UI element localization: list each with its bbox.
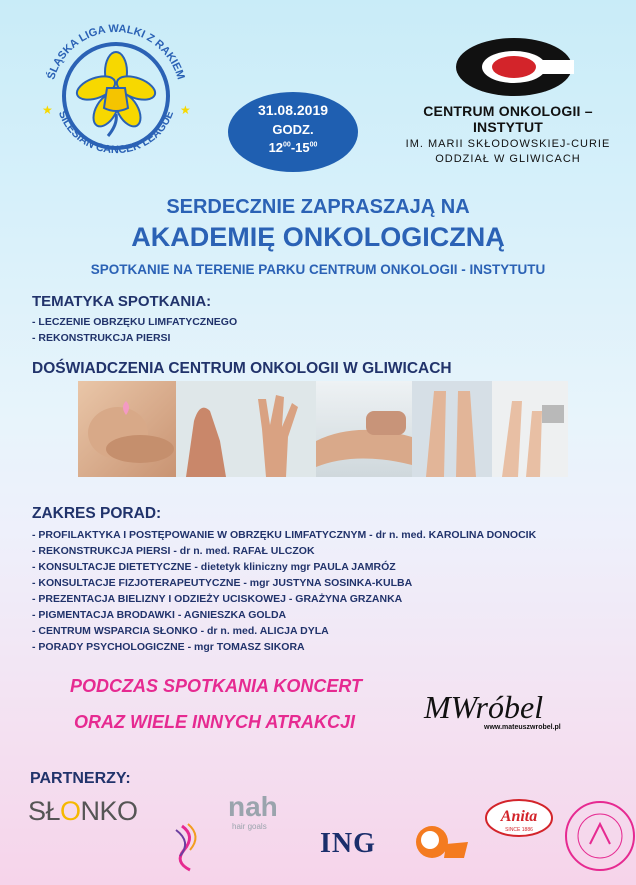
advice-title: ZAKRES PORAD: [32,505,162,522]
svg-text:hair goals: hair goals [232,822,267,831]
mwrobel-logo [420,680,570,740]
topic-item: - LECZENIE OBRZĘKU LIMFATYCZNEGO [32,316,238,328]
advice-item: - PROFILAKTYKA I POSTĘPOWANIE W OBRZĘKU LIMFATYCZNYM - dr n. med. KAROLINA DONOCIK [32,529,537,541]
artist-url: www.mateuszwrobel.pl [484,724,561,731]
anita-logo [484,798,554,838]
topic-item: - REKONSTRUKCJA PIERSI [32,332,171,344]
institute-name: CENTRUM ONKOLOGII – INSTYTUT [423,103,593,135]
bandage-photo [492,381,568,477]
time-label: GODZ. [272,122,314,137]
attractions-line: ORAZ WIELE INNYCH ATRAKCJI [74,712,355,732]
ing-lion-icon [408,818,472,868]
svg-text:★: ★ [42,103,53,117]
therapy-photo [316,381,412,477]
advice-item: - KONSULTACJE FIZJOTERAPEUTYCZNE - mgr JUSTYNA SOSINKA-KULBA [32,577,413,589]
venue-line: SPOTKANIE NA TERENIE PARKU CENTRUM ONKOLOGII - INSTYTUTU [90,262,546,277]
invite-line: SERDECZNIE ZAPRASZAJĄ NA [166,196,470,218]
date-badge [228,92,358,172]
league-name-bottom: SILESIAN CANCER LEAGUE [55,109,177,157]
institute-name-block [388,103,628,165]
concert-line: PODCZAS SPOTKANIA KONCERT [70,676,363,696]
svg-text:★: ★ [180,103,191,117]
photo-strip [78,381,568,477]
partners-title: PARTNERZY: [30,770,131,787]
experience-title: DOŚWIADCZENIA CENTRUM ONKOLOGII W GLIWICACH [32,360,452,377]
ing-logo: ING [320,828,376,859]
event-date: 31.08.2019 [257,102,329,118]
event-title: AKADEMIĘ ONKOLOGICZNĄ [131,222,505,252]
coi-logo [454,36,574,98]
advice-item: - REKONSTRUKCJA PIERSI - dr n. med. RAFAŁ ULCZOK [32,545,315,557]
institute-patron: IM. MARII SKŁODOWSKIEJ-CURIE [405,138,611,150]
advice-item: - CENTRUM WSPARCIA SŁONKO - dr n. med. ALICJA DYLA [32,625,329,637]
advice-item: - PORADY PSYCHOLOGICZNE - mgr TOMASZ SIKORA [32,641,305,653]
institute-branch: ODDZIAŁ W GLIWICACH [435,153,581,165]
legs-photo [412,381,492,477]
slonko-logo: SŁONKO [28,796,138,826]
svg-text:nah: nah [228,791,278,822]
artist-logo-text: MWróbel [424,689,544,725]
advice-item: - KONSULTACJE DIETETYCZNE - dietetyk kliniczny mgr PAULA JAMRÓZ [32,561,396,573]
event-time: $12^{00}-15^{00}$ [268,140,318,155]
kolorowe-damy-logo [162,816,220,876]
nah-logo [228,788,284,832]
breast-photo [78,381,176,477]
advice-item: - PIGMENTACJA BRODAWKI - AGNIESZKA GOLDA [32,609,287,621]
silesian-cancer-league-logo [28,18,204,168]
hands-photo [176,381,316,477]
svg-text:Anita: Anita [500,808,538,825]
svg-text:SINCE 1886: SINCE 1886 [505,827,533,833]
league-name-top: ŚLĄSKA LIGA WALKI Z RAKIEM [45,22,187,82]
advice-item: - PREZENTACJA BIELIZNY I ODZIEŻY UCISKOWEJ - GRAŻYNA GRZANKA [32,593,403,605]
association-seal [560,794,636,876]
topics-title: TEMATYKA SPOTKANIA: [32,293,212,310]
